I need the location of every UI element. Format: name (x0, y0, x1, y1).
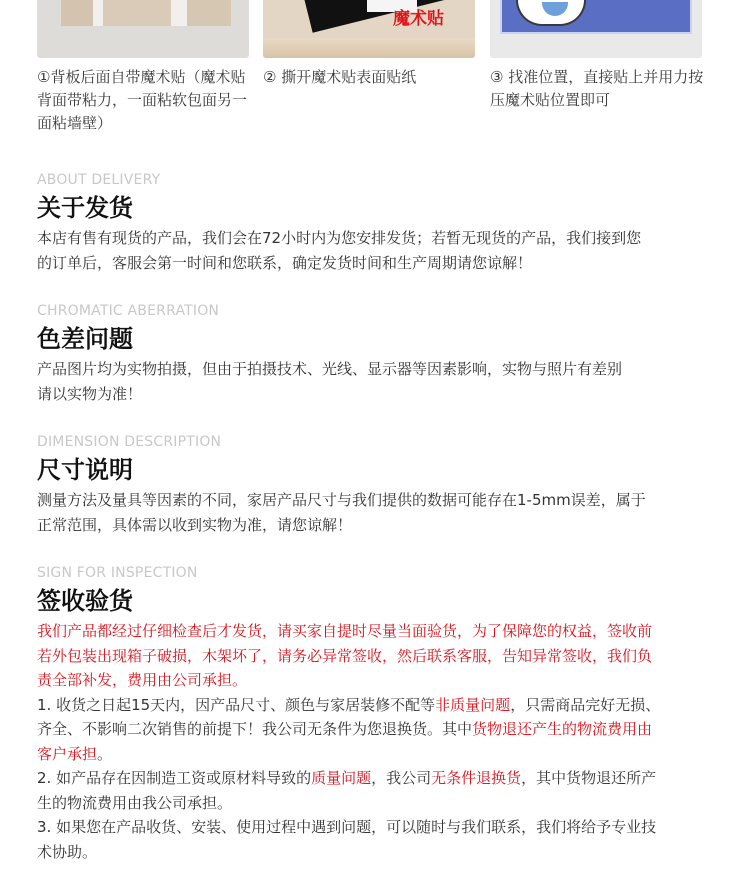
step1-caption: ①背板后面自带魔术贴（魔术贴背面带粘力，一面粘软包面另一面粘墙壁） (37, 68, 248, 132)
panel-board (103, 0, 173, 26)
step2-image (263, 0, 475, 58)
install-steps (0, 0, 750, 140)
section-subtitle: CHROMATIC ABERRATION (37, 303, 220, 319)
step1-image (37, 0, 249, 58)
dimension-section (37, 433, 717, 537)
section-title: 签收验货 (37, 587, 133, 615)
step2-caption: ② 撕开魔术贴表面贴纸 (263, 68, 417, 86)
step3-caption: ③ 找准位置，直接贴上并用力按压魔术贴位置即可 (490, 68, 704, 109)
step3-image (490, 0, 702, 58)
body-line: 测量方法及量具等因素的不同，家居产品尺寸与我们提供的数据可能存在1-5mm误差，属于 (37, 491, 646, 509)
section-body (37, 619, 717, 864)
text-span: 齐全、不影响二次销售的前提下！我公司无条件为您退换货。其中 (37, 720, 473, 738)
notice-line: 责全部补发，费用由公司承担。 (37, 671, 248, 689)
notice-line: 若外包装出现箱子破损，木架坏了，请务必异常签收，然后联系客服，告知异常签收，我们负 (37, 646, 653, 665)
notice-line: 我们产品都经过仔细检查后才发货，请买家自提时尽量当面验货，为了保障您的权益，签收前 (37, 622, 653, 640)
text-span: 1. 收货之日起15天内，因产品尺寸、颜色与家居装修不配等 (37, 695, 436, 714)
policy-item-3-cont: 术协助。 (37, 842, 98, 861)
section-body (37, 488, 717, 537)
body-line: 正常范围，具体需以收到实物为准，请您谅解！ (37, 515, 353, 534)
section-subtitle: ABOUT DELIVERY (37, 172, 161, 188)
wood-surface (263, 38, 475, 58)
body-line: 本店有售有现货的产品，我们会在72小时内为您安排发货；若暂无现货的产品，我们接到您 (37, 229, 642, 247)
text-span: ，其中货物退还所产 (521, 769, 657, 787)
text-span: ，我公司 (371, 769, 432, 787)
text-span: 2. 如产品存在因制造工资或原材料导致的 (37, 769, 312, 787)
policy-item-1 (37, 693, 717, 718)
section-title: 关于发货 (37, 194, 133, 222)
highlight-span: 非质量问题 (435, 695, 511, 714)
highlight-span: 货物退还产生的物流费用由 (472, 720, 653, 738)
section-subtitle: SIGN FOR INSPECTION (37, 565, 198, 581)
aberration-section (37, 302, 717, 406)
policy-item-1-cont (37, 717, 717, 742)
panel-board (187, 0, 231, 26)
image-label: 魔术贴 (393, 9, 444, 29)
text-span: ，只需商品完好无损、 (510, 695, 661, 714)
highlight-span: 质量问题 (311, 769, 372, 787)
policy-item-2 (37, 766, 717, 791)
section-subtitle: DIMENSION DESCRIPTION (37, 434, 222, 450)
section-body (37, 226, 717, 275)
body-line: 请以实物为准！ (37, 384, 143, 403)
policy-item-2-cont: 生的物流费用由我公司承担。 (37, 793, 233, 812)
highlight-span: 无条件退换货 (431, 769, 522, 787)
section-title: 尺寸说明 (37, 456, 133, 484)
inspection-section (37, 564, 717, 864)
body-line: 的订单后，客服会第一时间和您联系，确定发货时间和生产周期请您谅解！ (37, 253, 533, 272)
body-line: 产品图片均为实物拍摄，但由于拍摄技术、光线、显示器等因素影响，实物与照片有差别 (37, 360, 623, 378)
policy-item-3: 3. 如果您在产品收货、安装、使用过程中遇到问题，可以随时与我们联系，我们将给予专业技 (37, 818, 657, 836)
policy-item-1-cont (37, 742, 717, 767)
text-span: 。 (97, 744, 113, 763)
section-body (37, 357, 717, 406)
section-title: 色差问题 (37, 325, 133, 353)
highlight-span: 客户承担 (37, 744, 98, 763)
delivery-section (37, 171, 717, 275)
panel-board (61, 0, 95, 26)
